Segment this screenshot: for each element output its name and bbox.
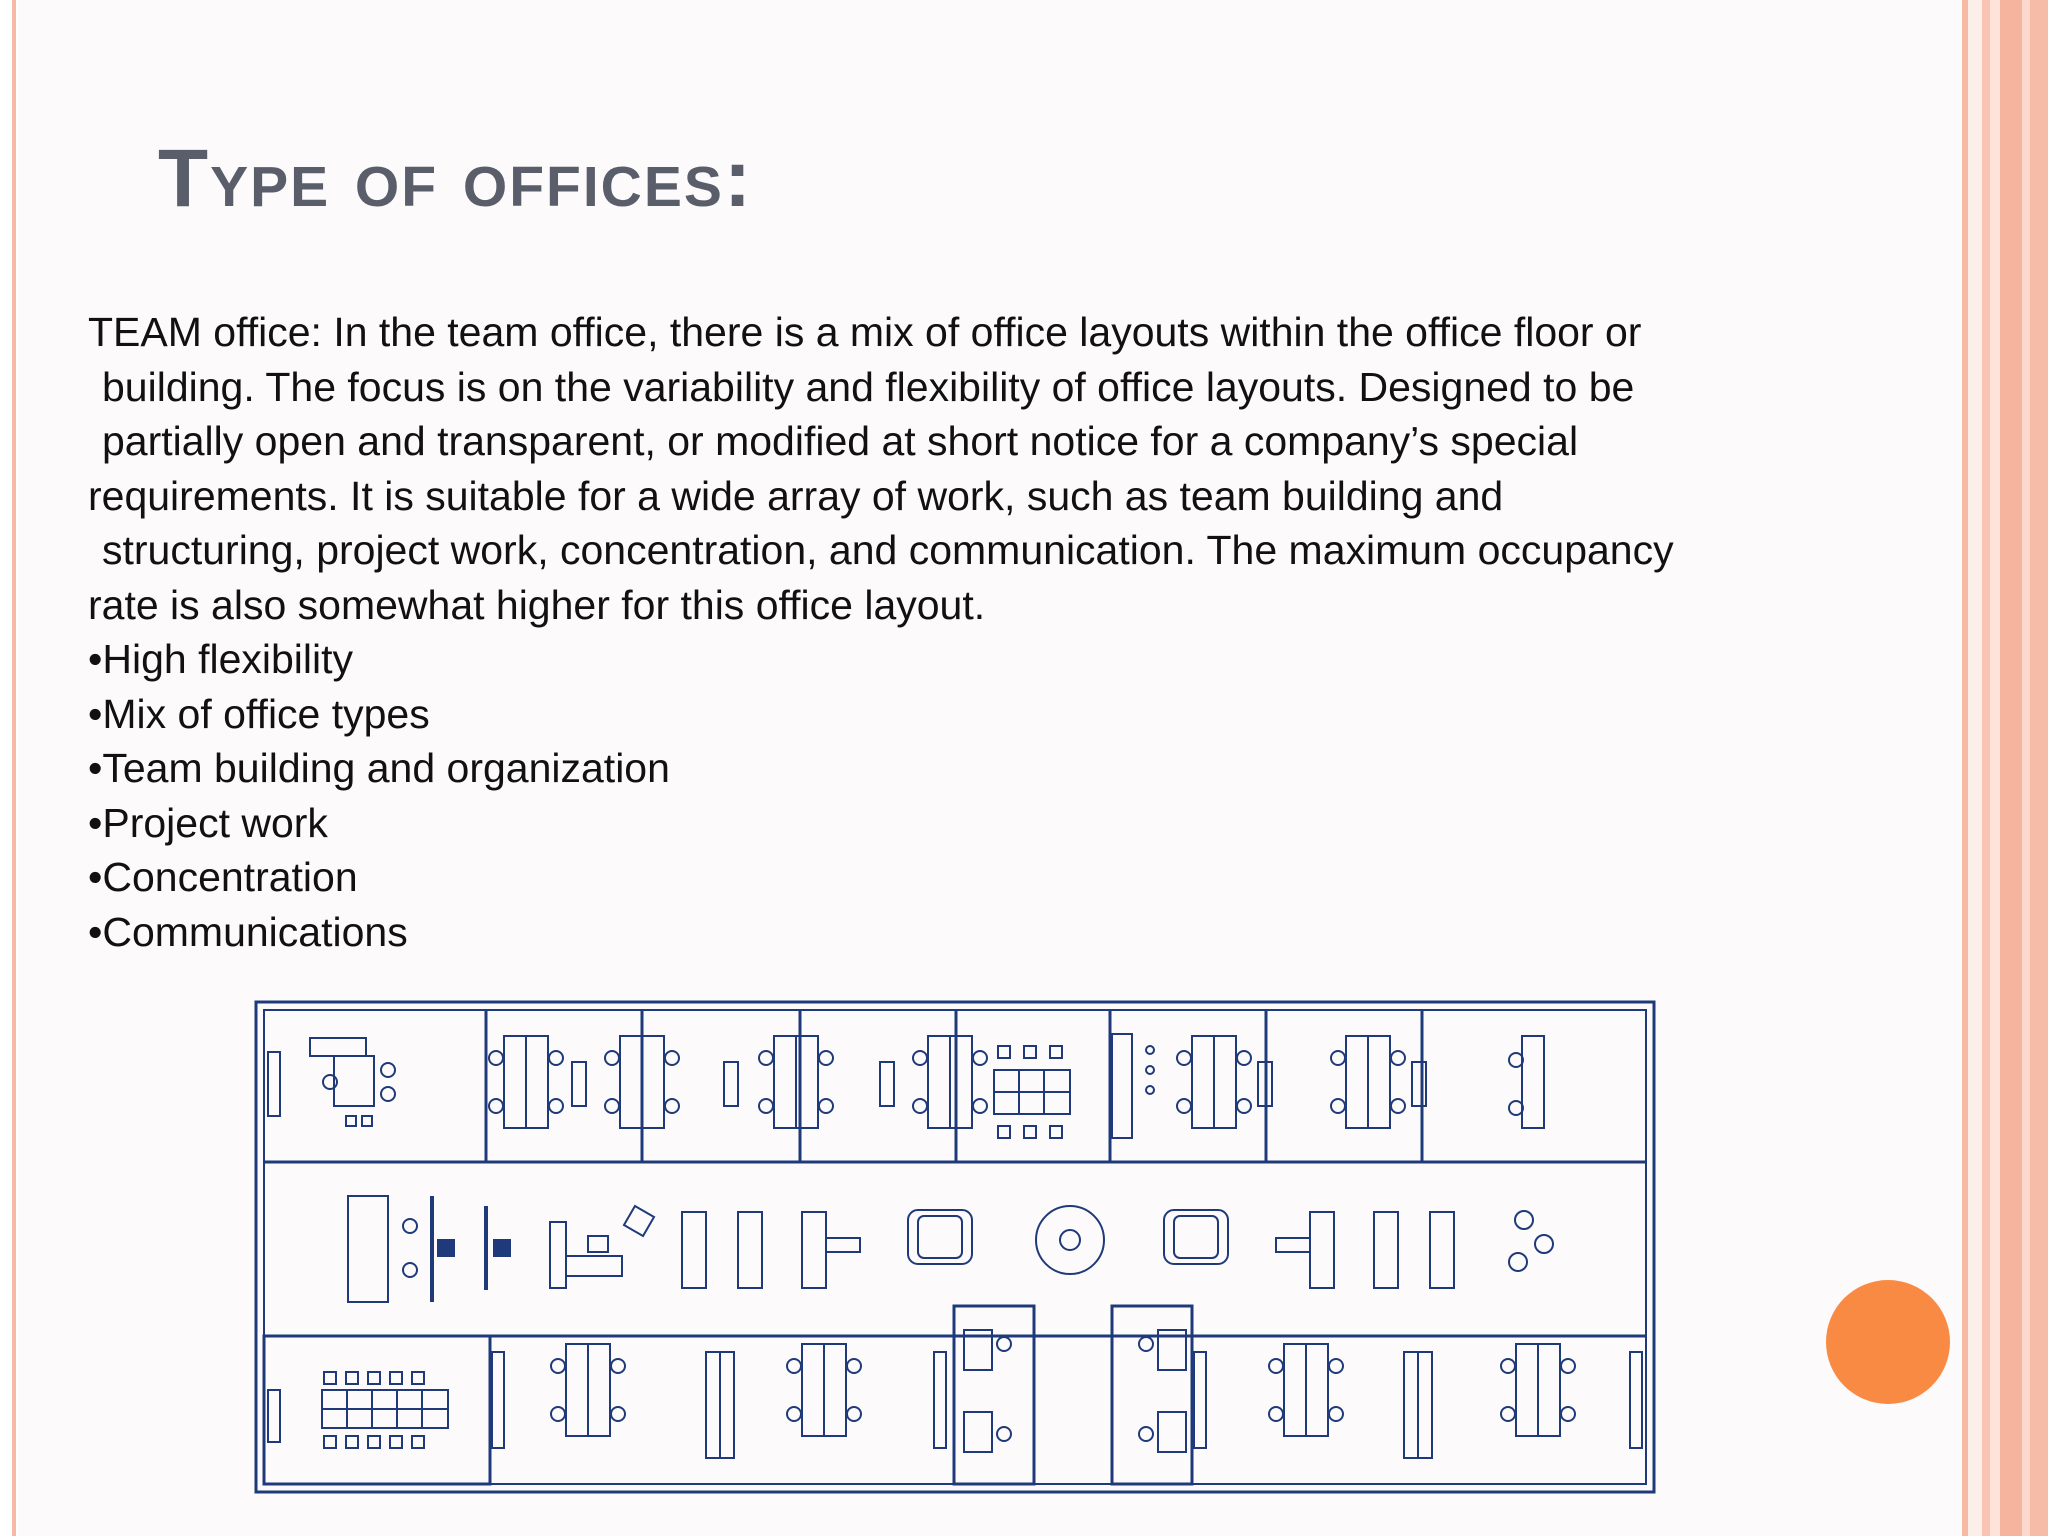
bullet-item: • Team building and organization xyxy=(88,741,1888,796)
paragraph-line: building. The focus is on the variability and flexibility of office layouts. Designed to be xyxy=(102,363,1635,410)
paragraph-line: rate is also somewhat higher for this office layout. xyxy=(88,581,986,628)
bullet-list xyxy=(88,632,1888,959)
paragraph-line: structuring, project work, concentration, and communication. The maximum occupancy xyxy=(102,527,1674,573)
bullet-item: • Concentration xyxy=(88,850,1888,905)
paragraph-line: TEAM office: In the team office, there is a mix of office layouts within the office floor or xyxy=(88,309,1642,355)
right-stripe xyxy=(1990,0,2000,1536)
accent-circle xyxy=(1826,1280,1950,1404)
right-stripe xyxy=(1982,0,1990,1536)
body-text xyxy=(88,305,1888,959)
floor-plan-image xyxy=(254,1000,1656,1494)
bullet-item: • High flexibility xyxy=(88,632,1888,687)
paragraph-line: partially open and transparent, or modified at short notice for a company’s special xyxy=(102,418,1579,464)
bullet-item: • Project work xyxy=(88,796,1888,851)
paragraph-line: requirements. It is suitable for a wide array of work, such as team building and xyxy=(88,472,1504,519)
bullet-item: • Communications xyxy=(88,905,1888,960)
right-stripe xyxy=(2000,0,2022,1536)
right-stripe xyxy=(2030,0,2048,1536)
right-stripe xyxy=(2022,0,2030,1536)
floor-plan-drawing xyxy=(254,1000,1656,1494)
right-stripe xyxy=(1968,0,1982,1536)
bullet-item: • Mix of office types xyxy=(88,687,1888,742)
left-border xyxy=(0,0,18,1536)
slide-title: Type of offices: xyxy=(158,133,754,224)
